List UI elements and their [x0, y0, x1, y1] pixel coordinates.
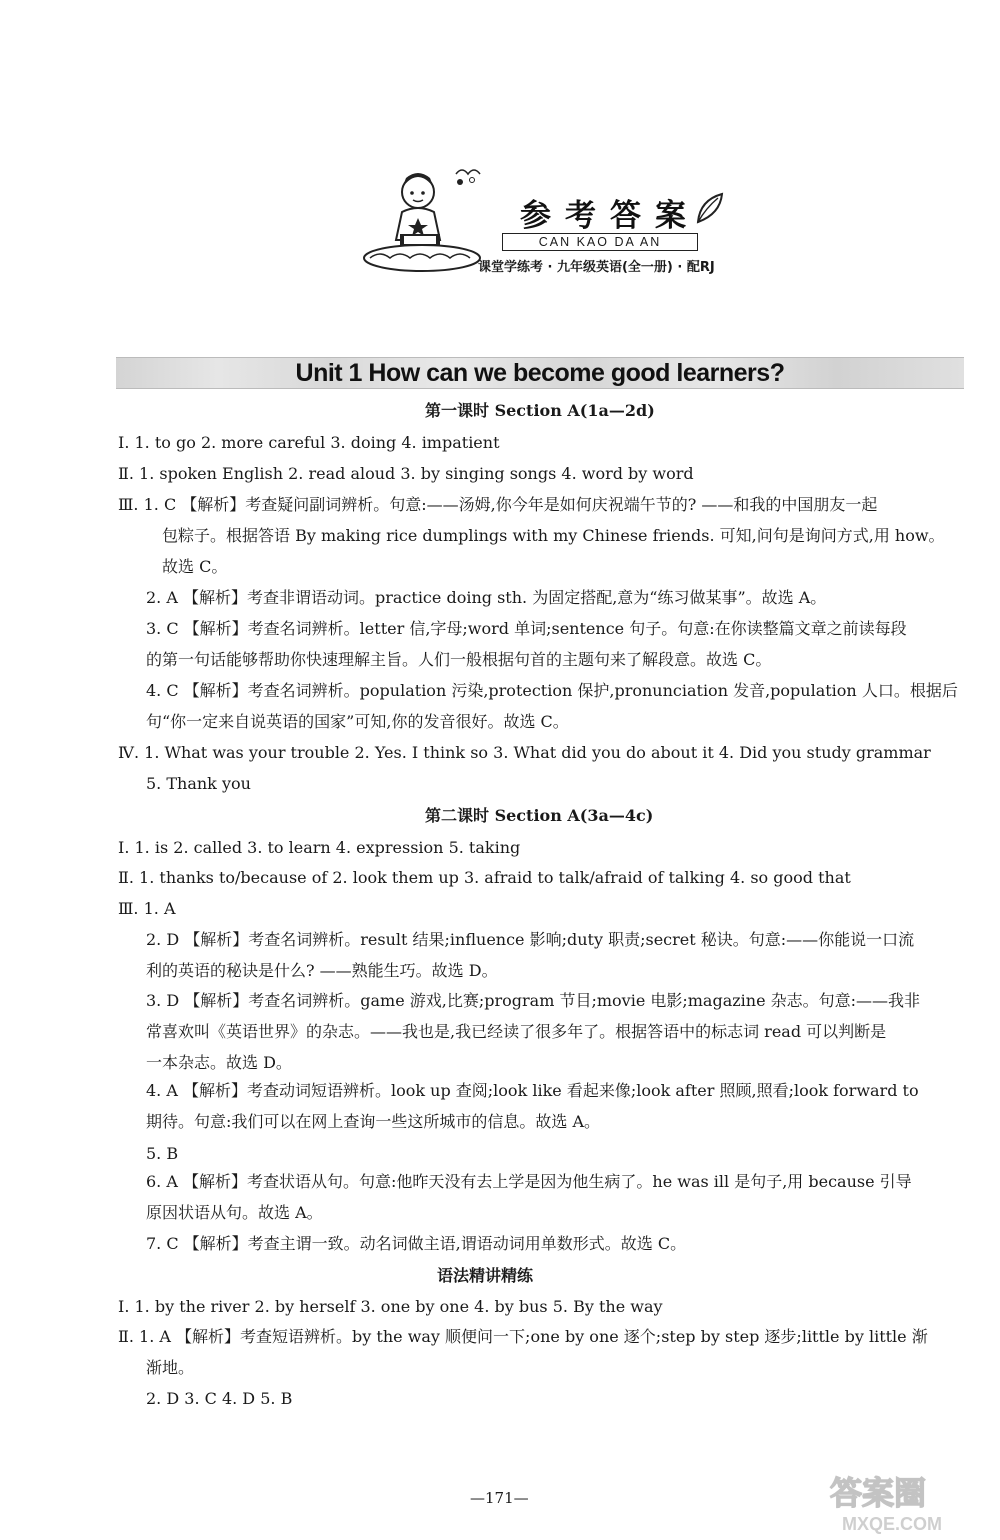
answer-line: 3. C 【解析】考查名词辨析。letter 信,字母;word 单词;sentence 句子。句意:在你读整篇文章之前读每段 [146, 619, 907, 638]
answer-line: 6. A 【解析】考查状语从句。句意:他昨天没有去上学是因为他生病了。he was ill 是句子,用 because 引导 [146, 1172, 912, 1191]
answer-line: Ⅰ. 1. to go 2. more careful 3. doing 4. impatient [118, 433, 500, 452]
section-heading-3: 语法精讲精练 [437, 1266, 534, 1285]
student-reading-illustration [360, 160, 490, 275]
section-heading-2: 第二课时 Section A(3a—4c) [425, 806, 654, 825]
answer-line: Ⅰ. 1. by the river 2. by herself 3. one by one 4. by bus 5. By the way [118, 1297, 663, 1316]
pinyin-subtitle: CAN KAO DA AN [502, 233, 698, 251]
unit-title: Unit 1 How can we become good learners? [295, 359, 785, 387]
page-number: —171— [470, 1489, 529, 1507]
answer-line: Ⅱ. 1. spoken English 2. read aloud 3. by singing songs 4. word by word [118, 464, 694, 483]
answer-line: 包粽子。根据答语 By making rice dumplings with my Chinese friends. 可知,问句是询问方式,用 how。 [162, 526, 945, 545]
answer-line: 2. A 【解析】考查非谓语动词。practice doing sth. 为固定搭配,意为“练习做某事”。故选 A。 [146, 588, 827, 607]
answer-line: 常喜欢叫《英语世界》的杂志。——我也是,我已经读了很多年了。根据答语中的标志词 read 可以判断是 [146, 1022, 887, 1041]
answer-line: 句“你一定来自说英语的国家”可知,你的发音很好。故选 C。 [146, 712, 569, 731]
answer-line: Ⅲ. 1. A [118, 899, 176, 918]
answer-line: 5. B [146, 1144, 179, 1163]
answer-line: Ⅰ. 1. is 2. called 3. to learn 4. expression 5. taking [118, 838, 521, 857]
answer-line: Ⅳ. 1. What was your trouble 2. Yes. I think so 3. What did you do about it 4. Did you study grammar [118, 743, 931, 762]
unit-title-banner [116, 357, 964, 389]
answer-line: 的第一句话能够帮助你快速理解主旨。人们一般根据句首的主题句来了解段意。故选 C。 [146, 650, 772, 669]
answer-line: 2. D 【解析】考查名词辨析。result 结果;influence 影响;duty 职责;secret 秘诀。句意:——你能说一口流 [146, 930, 915, 949]
answer-line: 一本杂志。故选 D。 [146, 1053, 292, 1072]
book-title: 课堂学练考 · 九年级英语(全一册) · 配RJ [478, 260, 715, 275]
answer-key-header [360, 160, 760, 280]
answer-line: 2. D 3. C 4. D 5. B [146, 1389, 293, 1408]
answer-line: 故选 C。 [162, 557, 228, 576]
answer-line: 渐地。 [146, 1358, 195, 1377]
answer-line: 4. A 【解析】考查动词短语辨析。look up 查阅;look like 看起来像;look after 照顾,照看;look forward to [146, 1081, 919, 1100]
watermark-text: 答案圈 [830, 1474, 927, 1512]
answer-line: 4. C 【解析】考查名词辨析。population 污染,protection 保护,pronunciation 发音,population 人口。根据后 [146, 681, 958, 700]
answer-line: Ⅱ. 1. A 【解析】考查短语辨析。by the way 顺便问一下;one by one 逐个;step by step 逐步;little by little 渐 [118, 1327, 928, 1346]
answer-line: 期待。句意:我们可以在网上查询一些这所城市的信息。故选 A。 [146, 1112, 601, 1131]
answer-line: 3. D 【解析】考查名词辨析。game 游戏,比赛;program 节目;movie 电影;magazine 杂志。句意:——我非 [146, 991, 921, 1010]
answer-line: Ⅱ. 1. thanks to/because of 2. look them up 3. afraid to talk/afraid of talking 4. so good that [118, 868, 851, 887]
watermark-logo [818, 1468, 994, 1536]
section-heading-1: 第一课时 Section A(1a—2d) [425, 401, 655, 420]
answer-line: 原因状语从句。故选 A。 [146, 1203, 323, 1222]
answer-line: 7. C 【解析】考查主谓一致。动名词做主语,谓语动词用单数形式。故选 C。 [146, 1234, 687, 1253]
answer-line: 5. Thank you [146, 774, 251, 793]
answer-line: Ⅲ. 1. C 【解析】考查疑问副词辨析。句意:——汤姆,你今年是如何庆祝端午节的? ——和我的中国朋友一起 [118, 495, 878, 514]
answer-line: 利的英语的秘诀是什么? ——熟能生巧。故选 D。 [146, 961, 498, 980]
answer-key-title: 参考答案 [520, 198, 700, 234]
leaf-icon [692, 190, 726, 226]
watermark-url: MXQE.COM [842, 1514, 943, 1534]
